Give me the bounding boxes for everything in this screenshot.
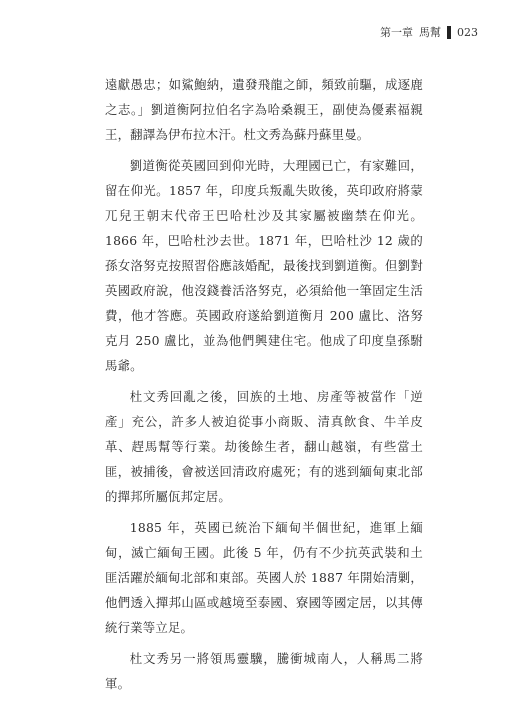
body-text [105,72,423,702]
page-number: 023 [457,25,478,39]
paragraph-3: 杜文秀回亂之後，回族的土地、房產等被當作「逆產」充公，許多人被迫從事小商販、清真飲食、牛羊皮革、趕馬幫等行業。劫後餘生者，翻山越嶺，有些當土匪，被捕後，會被送回清政府處死；有的逃到緬甸東北部的撣邦所屬佤邦定居。 [105,389,423,504]
paragraph-4: 1885 年，英國已統治下緬甸半個世紀，進軍上緬甸，滅亡緬甸王國。此後 5 年，仍有不少抗英武裝和土匪活躍於緬甸北部和東部。英國人於 1887 年開始清剿，他們透入撣邦山區或越境至泰國、寮國等國定居，以其傳統行業等立足。 [105,520,423,635]
running-header [380,24,478,40]
header-divider-bar [447,26,451,39]
chapter-label: 第一章 [380,26,413,39]
chapter-title: 馬幫 [419,26,441,39]
paragraph-5: 杜文秀另一將領馬靈驥，騰衝城南人，人稱馬二將軍。 [105,651,423,691]
paragraph-2: 劉道衡從英國回到仰光時，大理國已亡，有家難回，留在仰光。1857 年，印度兵叛亂失敗後，英印政府將蒙兀兒王朝末代帝王巴哈杜沙及其家屬被幽禁在仰光。1866 年，巴哈杜沙去世。1871 年，巴哈杜沙 12 歲的孫女洛努克按照習俗應該婚配，最後找到劉道衡。但劉對英國政府說，他沒錢養活洛努克，必須給他一筆固定生活費，他才答應。英國政府遂給劉道衡月 200 盧比、洛努克月 250 盧比，並為他們興建住宅。他成了印度皇孫駙馬爺。 [105,158,423,373]
paragraph-1: 遠獻愚忠；如鯊鮑納，遺發飛龍之師，頻致前驅，成逐鹿之志。」劉道衡阿拉伯名字為哈桑親王，副使為優素福親王，翻譯為伊布拉木汗。杜文秀為蘇丹蘇里曼。 [105,77,423,142]
